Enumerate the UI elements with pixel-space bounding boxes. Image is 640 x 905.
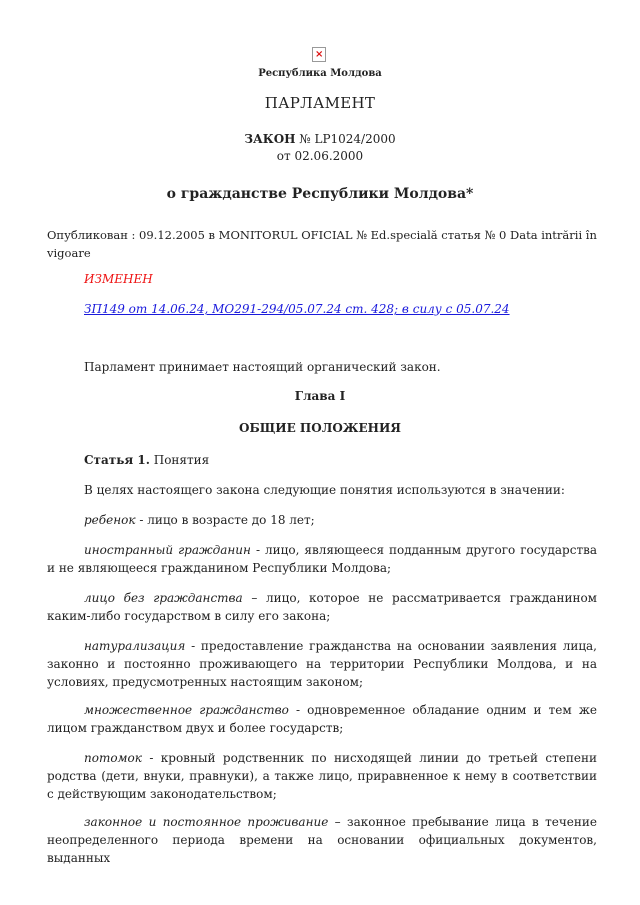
parliament-heading: ПАРЛАМЕНТ xyxy=(264,94,376,112)
definition-text: - предоставление гражданства на основании заявления лица, законно и постоянно проживающего на территории Республики Молдова, и на условиях, предусмотренных настоящим законом; xyxy=(47,639,597,689)
definition-item xyxy=(47,541,597,577)
law-number: № LP1024/2000 xyxy=(295,132,396,146)
definition-term: ребенок xyxy=(84,513,136,527)
definition-text: – лицо, которое не рассматривается гражданином каким-либо государством в силу его закона; xyxy=(47,591,597,623)
definition-term: лицо без гражданства xyxy=(84,591,243,605)
article-intro xyxy=(47,481,597,499)
chapter-heading: Глава I xyxy=(294,389,346,403)
chapter-title: ОБЩИЕ ПОЛОЖЕНИЯ xyxy=(239,421,401,435)
law-identifier xyxy=(0,131,640,165)
definition-item xyxy=(47,511,597,529)
definition-item xyxy=(47,589,597,625)
definition-item xyxy=(47,749,597,803)
law-date: от 02.06.2000 xyxy=(276,149,364,163)
amendment-link[interactable]: ЗП149 от 14.06.24, MO291-294/05.07.24 ст. 428; в силу с 05.07.24 xyxy=(84,302,510,316)
definition-term: натурализация xyxy=(84,639,186,653)
republic-label: Республика Молдова xyxy=(258,68,382,79)
definition-text: - кровный родственник по нисходящей линии до третьей степени родства (дети, внуки, правнуки), а также лицо, приравненное к нему в соответствии с действующим законодательством; xyxy=(47,751,597,801)
law-label: ЗАКОН xyxy=(244,132,296,146)
definition-term: потомок xyxy=(84,751,142,765)
definition-term: законное и постоянное проживание xyxy=(84,815,329,829)
article-title: Понятия xyxy=(149,453,210,467)
article-heading xyxy=(47,451,597,469)
definition-text: - лицо в возрасте до 18 лет; xyxy=(135,513,315,527)
definition-term: иностранный гражданин xyxy=(84,543,251,557)
definition-text: - одновременное обладание одним и тем же лицом гражданством двух и более государств; xyxy=(47,703,597,735)
definition-text: - лицо, являющееся подданным другого государства и не являющееся гражданином Республики Молдова; xyxy=(47,543,597,575)
law-title: о гражданстве Республики Молдова* xyxy=(166,186,474,202)
definition-item xyxy=(47,813,597,867)
article-label: Статья 1. xyxy=(84,453,150,467)
amended-status: ИЗМЕНЕН xyxy=(84,272,153,286)
preamble-text: Парламент принимает настоящий органический закон. xyxy=(84,360,441,374)
definition-item xyxy=(47,637,597,691)
article-intro-text: В целях настоящего закона следующие понятия используются в значении: xyxy=(84,483,565,497)
definition-text: – законное пребывание лица в течение неопределенного периода времени на основании официальных документов, выданных xyxy=(47,815,597,865)
definition-term: множественное гражданство xyxy=(84,703,289,717)
definition-item xyxy=(47,701,597,737)
broken-image-icon: × xyxy=(312,47,326,62)
preamble xyxy=(47,358,597,376)
publication-info: Опубликован : 09.12.2005 в MONITORUL OFICIAL № Ed.specială статья № 0 Data intrării în vigoare xyxy=(47,228,597,260)
